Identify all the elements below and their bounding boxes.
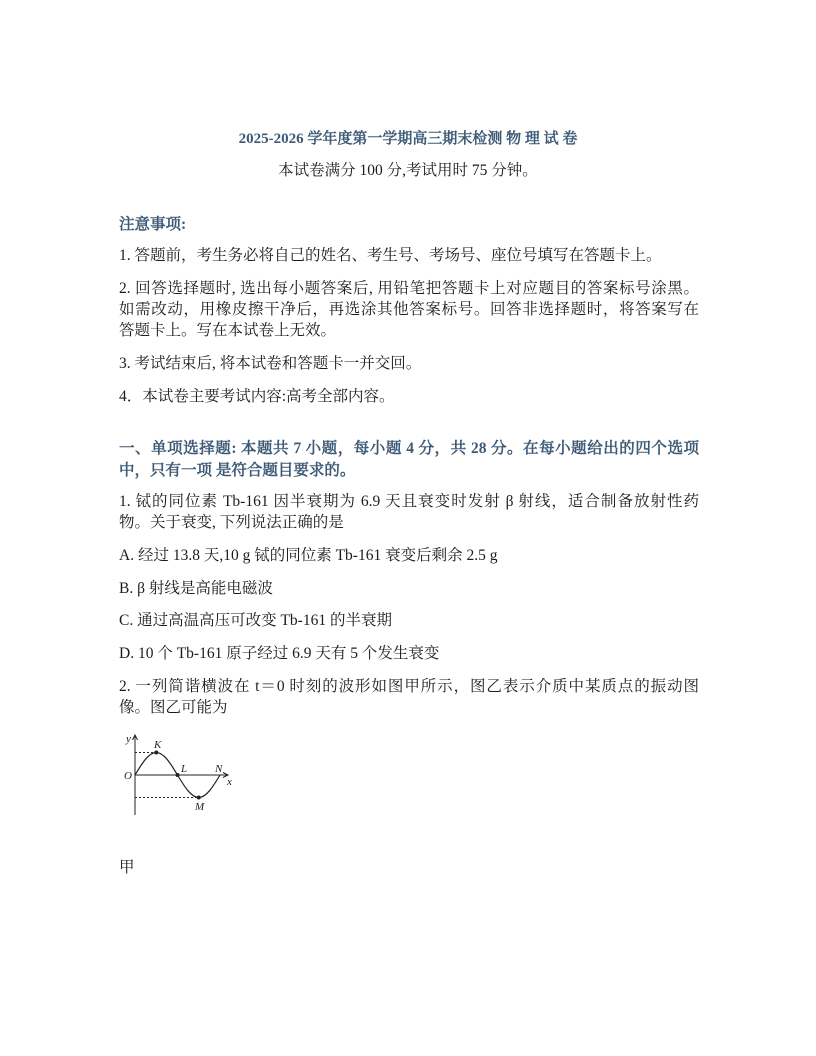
question-1-option-d: D. 10 个 Tb-161 原子经过 6.9 天有 5 个发生衰变 [119,645,440,662]
question-2-stem-line-1: 2. 一列简谐横波在 t＝0 时刻的波形如图甲所示，图乙表示介质中某质点的振动图 [119,678,699,695]
question-1-stem-line-1: 1. 铽的同位素 Tb-161 因半衰期为 6.9 天且衰变时发射 β 射线，适合制备放射性药 [119,493,699,510]
wave-graph-figure [118,726,238,822]
question-1-stem-line-2: 物。关于衰变, 下列说法正确的是 [119,514,344,531]
origin-label: O [124,770,132,782]
notice-item-2-line-2: 如需改动，用橡皮擦干净后，再选涂其他答案标号。回答非选择题时，将答案写在 [119,301,699,318]
notice-item-2 [119,278,699,341]
point-l-dot [176,773,180,777]
point-m-dot [197,796,201,800]
notice-item-2-line-3: 答题卡上。写在本试卷上无效。 [119,322,337,339]
notice-item-3 [119,353,699,374]
notice-item-4-line-1: 4．本试卷主要考试内容:高考全部内容。 [119,388,395,405]
notice-item-1 [119,245,699,266]
question-2-stem-line-2: 像。图乙可能为 [119,699,228,716]
x-axis-label: x [227,776,232,788]
notice-item-3-line-1: 3. 考试结束后, 将本试卷和答题卡一并交回。 [119,355,422,372]
point-k-label: K [154,739,162,751]
question-1-option-c: C. 通过高温高压可改变 Tb-161 的半衰期 [119,612,392,629]
exam-title: 2025-2026 学年度第一学期高三期末检测 物 理 试 卷 [238,131,578,147]
question-1-stem [119,491,699,533]
section-1-heading-line-1: 一、单项选择题: 本题共 7 小题，每小题 4 分，共 28 分。在每小题给出的四个选项 [119,440,699,457]
section-1-heading [119,438,699,482]
point-n-label: N [215,763,223,775]
point-k-dot [154,751,158,755]
y-axis-label: y [126,733,131,745]
notice-item-2-line-1: 2. 回答选择题时, 选出每小题答案后, 用铅笔把答题卡上对应题目的答案标号涂黑。 [119,280,699,297]
question-1-option-a: A. 经过 13.8 天,10 g 铽的同位素 Tb-161 衰变后剩余 2.5 g [119,547,498,564]
notice-item-1-line-1: 1. 答题前，考生务必将自己的姓名、考生号、考场号、座位号填写在答题卡上。 [119,247,662,264]
figure-caption: 甲 [119,859,135,876]
question-1-option-b: B. β 射线是高能电磁波 [119,580,273,597]
notice-item-4 [119,386,699,407]
point-m-label: M [195,801,205,813]
point-l-label: L [181,763,188,775]
question-2-stem [119,676,699,718]
exam-subtitle: 本试卷满分 100 分,考试用时 75 分钟。 [278,162,538,179]
notice-heading: 注意事项: [119,216,187,233]
section-1-heading-line-2: 中，只有一项 是符合题目要求的。 [119,462,356,479]
